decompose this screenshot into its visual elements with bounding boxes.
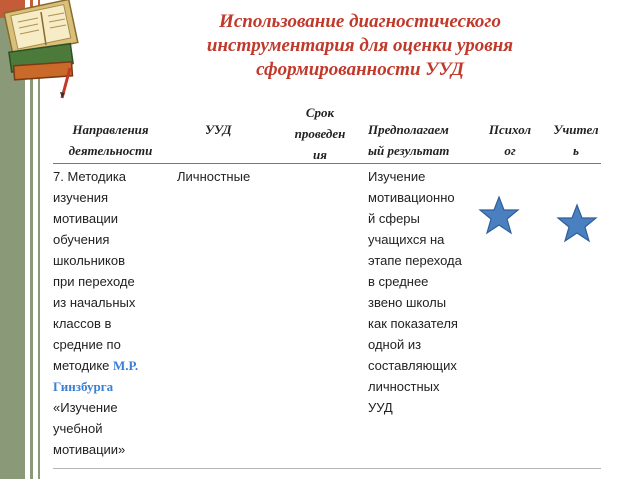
header-psychologist xyxy=(481,119,539,161)
cell-line: этапе перехода xyxy=(368,253,462,268)
cell-line: мотивации» xyxy=(53,442,126,457)
page-title xyxy=(160,10,560,82)
cell-line: одной из xyxy=(368,337,422,352)
psychologist-star-icon xyxy=(478,195,520,235)
header-uud xyxy=(205,119,255,140)
header-line: ия xyxy=(313,147,327,162)
author-initials: М.Р. xyxy=(113,358,139,373)
header-directions xyxy=(53,119,168,161)
header-line: Срок xyxy=(305,105,335,120)
cell-line: школьников xyxy=(53,253,125,268)
author-surname: Гинзбурга xyxy=(53,379,114,394)
cell-line: классов в xyxy=(53,316,112,331)
title-line: инструментария для оценки уровня xyxy=(206,35,514,56)
header-term xyxy=(285,102,355,165)
header-teacher xyxy=(550,119,602,161)
cell-line: УУД xyxy=(368,400,393,415)
cell-line: личностных xyxy=(368,379,440,394)
title-line: Использование диагностического xyxy=(219,11,501,32)
cell-line: при переходе xyxy=(53,274,135,289)
header-line: проведен xyxy=(294,126,346,141)
cell-line xyxy=(53,355,168,376)
cell-line: звено школы xyxy=(368,295,447,310)
cell-line: «Изучение xyxy=(53,400,118,415)
cell-line: изучения xyxy=(53,190,109,205)
header-line: ый результат xyxy=(368,143,450,158)
header-line: ог xyxy=(504,143,516,158)
cell-line: мотивационно xyxy=(368,190,455,205)
cell-line: учебной xyxy=(53,421,103,436)
method-cell xyxy=(53,166,168,460)
header-line: УУД xyxy=(205,122,232,137)
cell-line: средние по xyxy=(53,337,121,352)
header-line: ь xyxy=(573,143,579,158)
header-line: Учител xyxy=(553,122,599,137)
cell-line: составляющих xyxy=(368,358,457,373)
book-clipart-icon xyxy=(0,0,95,100)
cell-line: обучения xyxy=(53,232,110,247)
header-line: Психол xyxy=(488,122,532,137)
cell-line: из начальных xyxy=(53,295,136,310)
table-bottom-rule xyxy=(53,468,601,469)
header-line: Предполагаем xyxy=(368,122,449,137)
result-cell xyxy=(368,166,478,418)
cell-line: мотивации xyxy=(53,211,119,226)
title-line: сформированности УУД xyxy=(256,59,464,80)
teacher-star-icon xyxy=(556,203,598,243)
cell-line: Изучение xyxy=(368,169,426,184)
header-line: Направления xyxy=(72,122,149,137)
header-expected-result xyxy=(368,119,473,161)
cell-line: как показателя xyxy=(368,316,458,331)
uud-cell: Личностные xyxy=(177,169,251,184)
method-prefix: методике xyxy=(53,358,114,373)
cell-line: 7. Методика xyxy=(53,169,127,184)
header-line: деятельности xyxy=(68,143,153,158)
header-divider xyxy=(53,163,601,164)
cell-line: й сферы xyxy=(368,211,420,226)
cell-line: в среднее xyxy=(368,274,429,289)
cell-line: учащихся на xyxy=(368,232,445,247)
